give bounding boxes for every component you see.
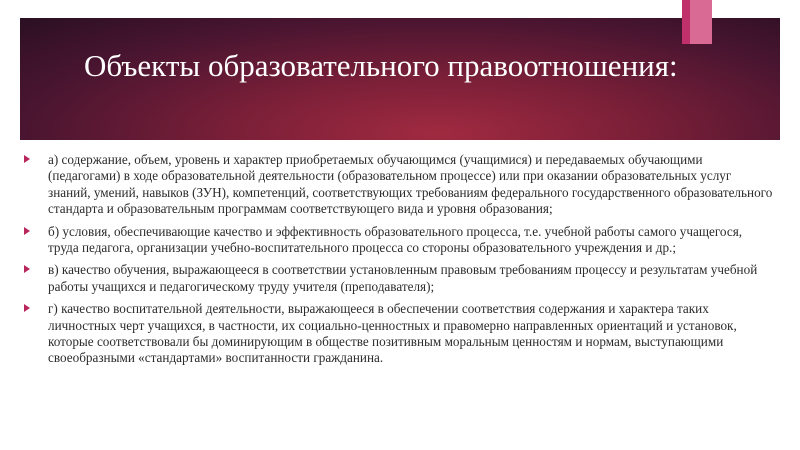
accent-bar-light bbox=[690, 0, 712, 44]
list-item-text: б) условия, обеспечивающие качество и эффективность образовательного процесса, т.е. учебной работы самого учащегося, труда педагога, организации учебно-воспитательного процесса со стороны образовательного учреждения и др.; bbox=[48, 223, 743, 256]
triangle-bullet-icon bbox=[24, 155, 30, 163]
slide-title: Объекты образовательного правоотношения: bbox=[84, 48, 678, 83]
list-item bbox=[24, 301, 774, 367]
list-item bbox=[24, 224, 774, 257]
list-item bbox=[24, 152, 774, 218]
list-item-text: г) качество воспитательной деятельности, выражающееся в обеспечении соответствия содержания и характера таких личностных черт учащихся, в частности, их социально-ценностных и правомерно направленных ориентаций и установок, которые соответствовали бы доминирующим в обществе позитивным моральным ценностям и нормам, выступающими своеобразными «стандартами» воспитанности гражданина. bbox=[48, 301, 737, 366]
triangle-bullet-icon bbox=[24, 265, 30, 273]
triangle-bullet-icon bbox=[24, 227, 30, 235]
list-item-text: в) качество обучения, выражающееся в соответствии установленным правовым требованиям процессу и результатам учебной работы учащихся и педагогическому труду учителя (преподавателя); bbox=[48, 262, 758, 294]
list-item-text: а) содержание, объем, уровень и характер приобретаемых обучающимся (учащимися) и передаваемых обучающими (педагогами) в ходе образовательной деятельности (образовательном процессе) или при оказании образовательных услуг знаний, умений, навыков (ЗУН), компетенций, соответствующих требованиям федерального государственного образовательного стандарта и образовательным программам соответствующего вида и уровня образования; bbox=[48, 152, 773, 217]
accent-bar-dark bbox=[682, 0, 690, 44]
list-item bbox=[24, 262, 774, 295]
triangle-bullet-icon bbox=[24, 304, 30, 312]
bullet-list bbox=[24, 152, 774, 373]
